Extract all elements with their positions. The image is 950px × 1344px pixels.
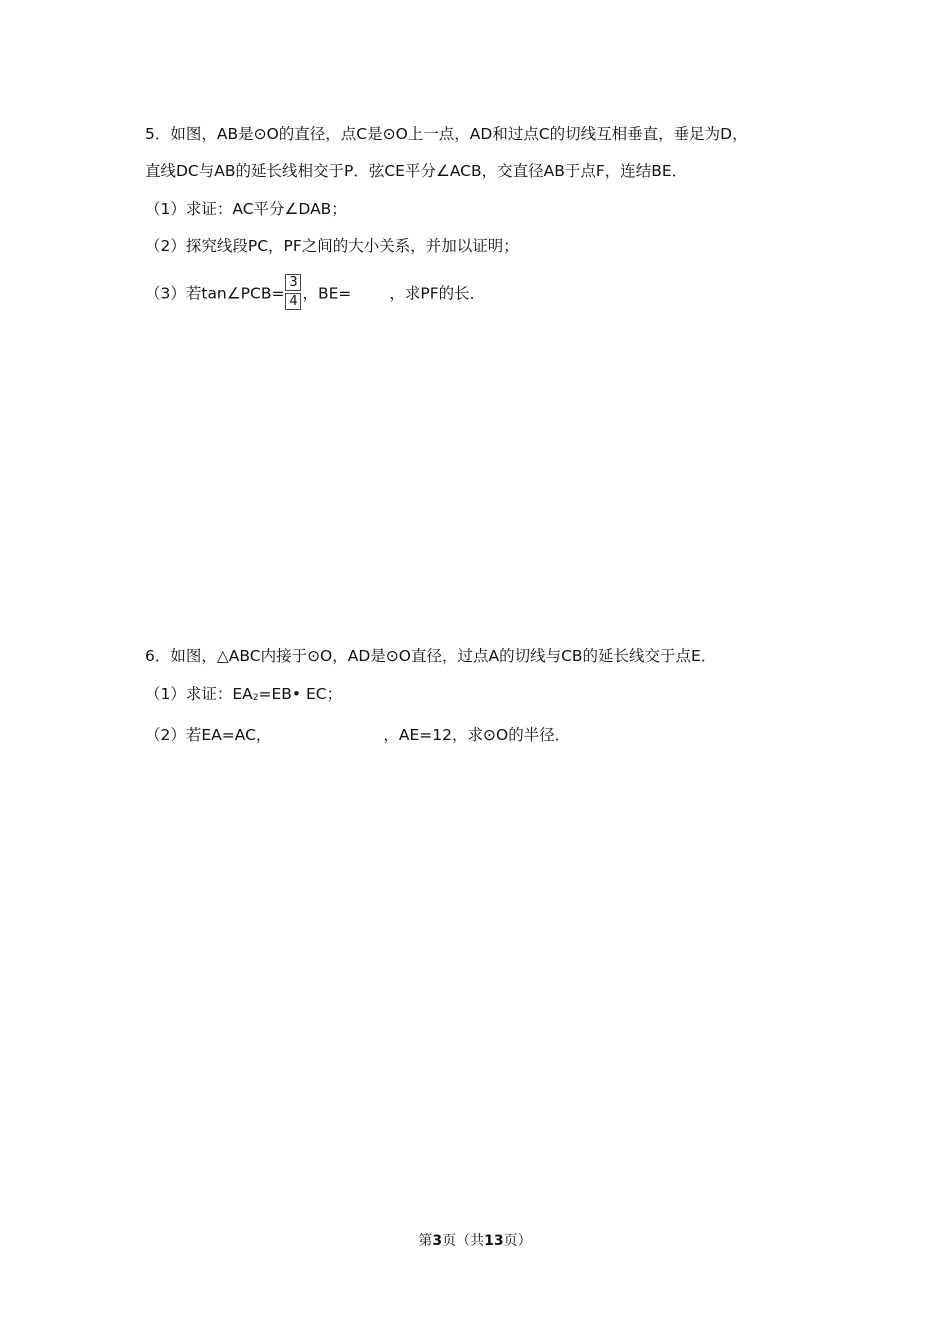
q5-stem-line1: 5．如图，AB是⊙O的直径，点C是⊙O上一点，AD和过点C的切线互相垂直，垂足为D，: [145, 125, 748, 143]
footer-page-number: 3: [432, 1233, 443, 1249]
fraction-three-quarters: [285, 274, 301, 310]
page-footer: [0, 1230, 950, 1250]
q6-part1-superscript: 2: [252, 693, 259, 703]
q5-part3-mid: ，BE=: [302, 284, 352, 303]
footer-total-pages: 13: [484, 1233, 504, 1249]
footer-suffix: 页）: [503, 1233, 532, 1249]
q6-part1: [145, 684, 342, 708]
q6-part1-a: （1）求证：EA: [145, 685, 253, 703]
q6-part1-b: =EB• EC；: [258, 685, 343, 703]
q5-part3-suffix: ，求PF的长．: [389, 284, 486, 303]
q6-stem: 6．如图，△ABC内接于⊙O，AD是⊙O直径，过点A的切线与CB的延长线交于点E．: [145, 647, 717, 665]
footer-mid: 页（共: [442, 1233, 485, 1249]
q5-part1: （1）求证：AC平分∠DAB；: [145, 200, 347, 218]
footer-prefix: 第: [418, 1233, 433, 1249]
q6-part2: [145, 725, 570, 745]
fraction-numerator: 3: [285, 274, 301, 291]
q5-part3-prefix: （3）若tan∠PCB=: [145, 284, 285, 303]
fraction-denominator: 4: [285, 293, 301, 310]
q5-stem-line2: 直线DC与AB的延长线相交于P．弦CE平分∠ACB，交直径AB于点F，连结BE．: [145, 162, 688, 180]
q6-part2-prefix: （2）若EA=AC，: [145, 726, 272, 744]
q6-part2-suffix: ，AE=12，求⊙O的半径．: [383, 726, 571, 744]
q5-part2: （2）探究线段PC，PF之间的大小关系，并加以证明；: [145, 237, 519, 255]
q5-part3: [145, 276, 485, 312]
